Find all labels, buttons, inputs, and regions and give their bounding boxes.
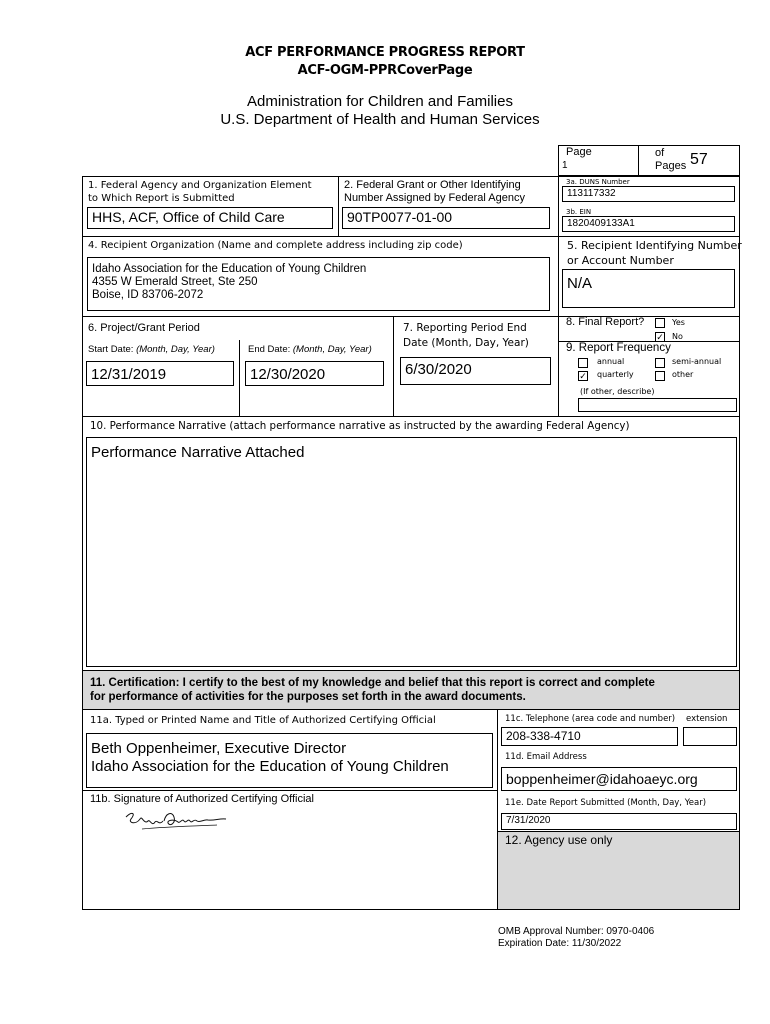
end-date-label: End Date: (Month, Day, Year) (248, 344, 372, 355)
extension-input[interactable] (683, 727, 737, 746)
other-describe-input[interactable] (578, 398, 737, 412)
report-frequency-label: 9. Report Frequency (566, 342, 671, 354)
field-4-label: 4. Recipient Organization (Name and complete address including zip code) (88, 240, 463, 251)
pages-total: 57 (690, 151, 708, 168)
field-11b-label: 11b. Signature of Authorized Certifying Official (90, 793, 314, 805)
field-11e-label: 11e. Date Report Submitted (Month, Day, Year) (505, 798, 707, 808)
quarterly-label: quarterly (597, 370, 634, 379)
start-date-input[interactable]: 12/31/2019 (86, 361, 234, 386)
checkmark-icon: ✓ (656, 332, 664, 342)
reporting-period-end-input[interactable]: 6/30/2020 (400, 357, 551, 385)
agency-use-label: 12. Agency use only (505, 833, 613, 847)
performance-narrative-input[interactable]: Performance Narrative Attached (86, 437, 737, 667)
extension-label: extension (686, 714, 728, 724)
semi-annual-checkbox[interactable] (655, 358, 665, 368)
report-title: ACF PERFORMANCE PROGRESS REPORT (245, 45, 525, 60)
other-label: other (672, 370, 694, 379)
field-6-label: 6. Project/Grant Period (88, 322, 200, 334)
certifying-official-input[interactable]: Beth Oppenheimer, Executive Director Idaho Association for the Education of Young Children (86, 733, 493, 788)
field-7-label: 7. Reporting Period End Date (Month, Day, Year) (403, 322, 529, 349)
field-11a-label: 11a. Typed or Printed Name and Title of Authorized Certifying Official (90, 715, 436, 726)
date-submitted-input[interactable]: 7/31/2020 (501, 813, 737, 830)
expiration-date: Expiration Date: 11/30/2022 (498, 938, 622, 949)
quarterly-checkbox[interactable] (578, 371, 588, 381)
field-1-label: 1. Federal Agency and Organization Element to Which Report is Submitted (88, 180, 312, 204)
field-2-label: 2. Federal Grant or Other Identifying Number Assigned by Federal Agency (344, 179, 525, 204)
report-subtitle: ACF-OGM-PPRCoverPage (297, 63, 473, 78)
recipient-org-input[interactable]: Idaho Association for the Education of Young Children 4355 W Emerald Street, Ste 250 Boise, ID 83706-2072 (87, 257, 550, 311)
certification-statement: 11. Certification: I certify to the best of my knowledge and belief that this report is correct and complete for performance of activities for the purposes set forth in the award documents. (90, 677, 655, 703)
of-label: of (655, 147, 665, 159)
ein-label: 3b. EIN (566, 208, 592, 216)
duns-label: 3a. DUNS Number (566, 178, 630, 186)
semi-annual-label: semi-annual (672, 357, 722, 366)
recipient-id-input[interactable]: N/A (562, 269, 735, 308)
federal-agency-input[interactable]: HHS, ACF, Office of Child Care (87, 207, 333, 229)
agency-name: Administration for Children and Families (247, 93, 513, 110)
field-11d-label: 11d. Email Address (505, 752, 587, 762)
final-report-yes-checkbox[interactable] (655, 318, 665, 328)
other-describe-label: (If other, describe) (580, 387, 655, 396)
email-input[interactable]: boppenheimer@idahoaeyc.org (501, 767, 737, 791)
department-name: U.S. Department of Health and Human Services (220, 111, 540, 128)
other-checkbox[interactable] (655, 371, 665, 381)
final-report-no-label: No (672, 332, 683, 341)
duns-input[interactable]: 113117332 (562, 186, 735, 202)
pages-label: Pages (655, 160, 687, 172)
field-5-label: 5. Recipient Identifying Number or Account Number (567, 239, 742, 267)
final-report-label: 8. Final Report? (566, 316, 645, 328)
start-date-label: Start Date: (Month, Day, Year) (88, 344, 215, 355)
final-report-yes-label: Yes (672, 318, 685, 327)
page-number: 1 (562, 160, 568, 171)
page-label: Page (566, 146, 592, 158)
annual-checkbox[interactable] (578, 358, 588, 368)
field-11c-label: 11c. Telephone (area code and number) (505, 714, 676, 724)
telephone-input[interactable]: 208-338-4710 (501, 727, 678, 746)
grant-number-input[interactable]: 90TP0077-01-00 (342, 207, 550, 229)
end-date-input[interactable]: 12/30/2020 (245, 361, 384, 386)
omb-approval: OMB Approval Number: 0970-0406 (498, 926, 655, 937)
field-10-label: 10. Performance Narrative (attach performance narrative as instructed by the awarding Federal Agency) (90, 420, 630, 432)
signature-image (122, 805, 232, 835)
ein-input[interactable]: 1820409133A1 (562, 216, 735, 232)
checkmark-icon: ✓ (579, 371, 587, 381)
annual-label: annual (597, 357, 625, 366)
